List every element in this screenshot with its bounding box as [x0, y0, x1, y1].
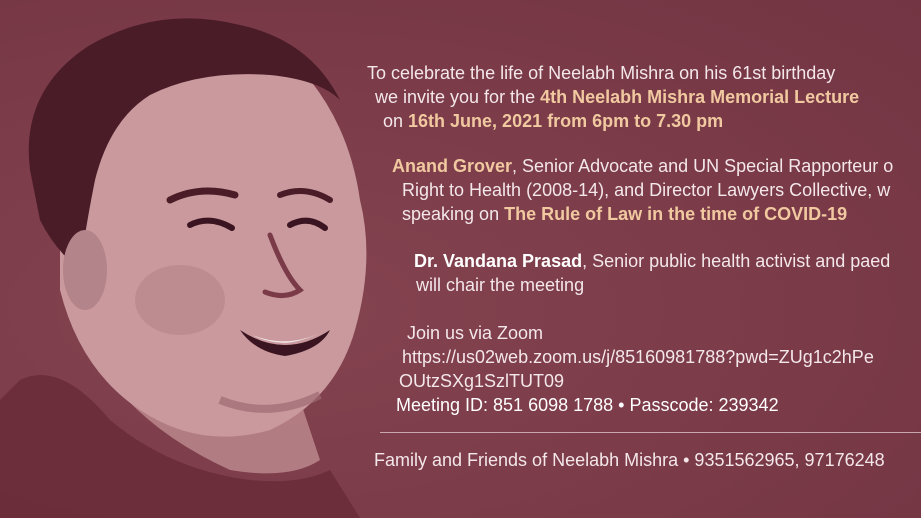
speaker-desc-1: , Senior Advocate and UN Special Rapporteur o — [512, 156, 894, 176]
ear-shape — [63, 230, 107, 310]
portrait-illustration — [0, 0, 400, 518]
intro-text-3: on — [383, 111, 409, 131]
speaker-line-2 — [402, 179, 890, 201]
zoom-link-part-1[interactable]: https://us02web.zoom.us/j/85160981788?pwd=ZUg1c2hPe — [402, 347, 874, 367]
intro-line-3 — [383, 110, 723, 132]
intro-line-2 — [375, 86, 859, 108]
chair-desc-1: , Senior public health activist and paed — [582, 251, 891, 271]
speaker-line-3 — [402, 203, 847, 225]
meeting-id-passcode: Meeting ID: 851 6098 1788 • Passcode: 239342 — [396, 395, 779, 415]
speaker-name: Anand Grover — [392, 156, 513, 176]
zoom-url-line-1[interactable] — [402, 346, 874, 368]
chair-desc-2: will chair the meeting — [416, 275, 585, 295]
lecture-title: 4th Neelabh Mishra Memorial Lecture — [540, 87, 860, 107]
intro-text-2: we invite you for the — [375, 87, 541, 107]
zoom-url-line-2[interactable] — [399, 370, 564, 392]
lecture-topic: The Rule of Law in the time of COVID-19 — [504, 204, 848, 224]
intro-line-1 — [367, 62, 835, 84]
chair-line-1 — [414, 250, 890, 272]
footer — [374, 449, 885, 471]
zoom-join — [407, 322, 543, 344]
event-date: 16th June, 2021 from 6pm to 7.30 pm — [408, 111, 724, 131]
speaker-desc-3: speaking on — [402, 204, 505, 224]
speaker-line-1 — [392, 155, 893, 177]
meeting-details — [396, 394, 779, 416]
zoom-join-text: Join us via Zoom — [407, 323, 544, 343]
cheek-shade — [135, 265, 225, 335]
divider-line — [380, 432, 921, 433]
intro-text-1: To celebrate the life of Neelabh Mishra on his 61st birthday — [367, 63, 836, 83]
chair-name: Dr. Vandana Prasad — [414, 251, 583, 271]
zoom-link-part-2[interactable]: OUtzSXg1SzlTUT09 — [399, 371, 565, 391]
chair-line-2 — [416, 274, 584, 296]
speaker-desc-2: Right to Health (2008-14), and Director Lawyers Collective, w — [402, 180, 891, 200]
footer-text: Family and Friends of Neelabh Mishra • 9351562965, 97176248 — [374, 450, 885, 470]
